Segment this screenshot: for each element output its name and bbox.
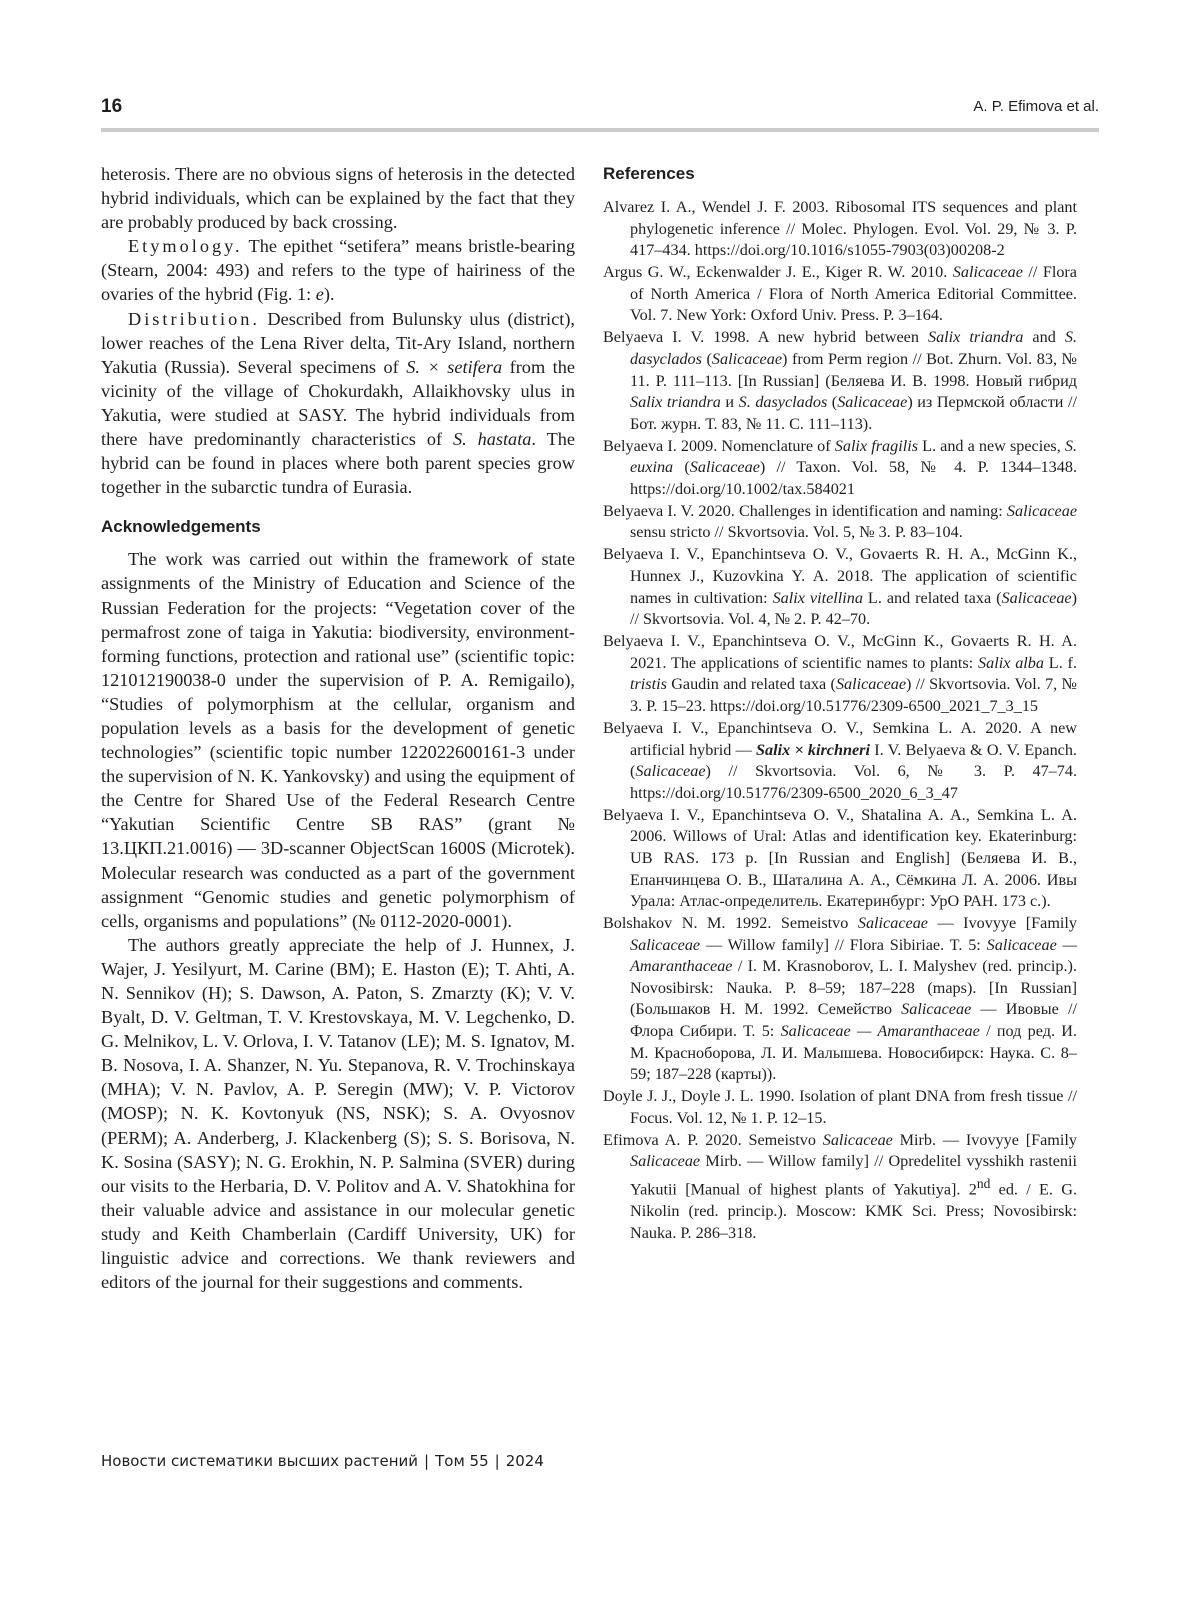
journal-year: 2024 <box>505 1452 544 1470</box>
paragraph-acknowledgements-thanks: The authors greatly appreciate the help of J. Hunnex, J. Wajer, J. Yesilyurt, M. Carine (BM); E. Haston (E); T. Ahti, A. N. Sennikov (H); S. Dawson, A. Paton, S. Zmarzty (K); V. V. Byalt, D. V. Geltman, T. V. Krestovskaya, M. V. Legchenko, D. G. Melnikov, L. V. Orlova, I. V. Tatanov (LE); M. S. Ignatov, M. B. Nosova, I. A. Shanzer, N. Yu. Stepanova, R. V. Trochinskaya (MHA); V. N. Pavlov, A. P. Seregin (MW); V. P. Victorov (MOSP); N. K. Kovtonyuk (NS, NSK); S. A. Ovyosnov (PERM); A. Anderberg, J. Klackenberg (S); S. S. Borisova, N. K. Sosina (SASY); N. G. Erokhin, N. P. Salmina (SVER) during our visits to the Herbaria, D. V. Politov and A. V. Shatokhina for their valuable advice and assistance in our molecular genetic study and Keith Chamberlain (Cardiff University, UK) for linguistic advice and corrections. We thank reviewers and editors of the journal for their suggestions and comments. <box>101 934 575 1293</box>
page-header <box>101 96 1099 122</box>
paragraph-acknowledgements-funding: The work was carried out within the framework of state assignments of the Ministry of Education and Science of the Russian Federation for the projects: “Vegetation cover of the permafrost zone of taiga in Yakutia: biodiversity, environment-forming functions, protection and rational use” (scientific topic: 121012190038-0 under the supervision of P. A. Remigailo), “Studies of polymorphism at the cellular, organism and population levels as a basis for the development of genetic technologies” (scientific topic number 122022600161-3 under the supervision of N. K. Yankovsky) and using the equipment of the Centre for Shared Use of the Federal Research Centre “Yakutian Scientific Centre SB RAS” (grant № 13.ЦКП.21.0016) — 3D-scanner ObjectScan 1600S (Microtek). Molecular research was conducted as a part of the government assignment “Genomic studies and genetic polymorphism of cells, organisms and populations” (№ 0112-2020-0001). <box>101 549 575 931</box>
paragraph-etymology: Etymology. The epithet “setifera” means bristle-bearing (Stearn, 2004: 493) and refers to the type of hairiness of the ovaries of the hybrid (Fig. 1: e). <box>101 236 575 305</box>
page-footer <box>101 1452 544 1470</box>
running-head: A. P. Efimova et al. <box>973 98 1099 115</box>
reference-item: Bolshakov N. M. 1992. Semeistvo Salicaceae — Ivovyye [Family Salicaceae — Willow family] // Flora Sibiriae. T. 5: Salicaceae — Amaranthaceae / I. M. Krasnoborov, L. I. Malyshev (red. princip.). Novosibirsk: Nauka. P. 8–59; 187–228 (maps). [In Russian] (Большаков Н. М. 1992. Семейство Salicaceae — Ивовые // Флора Сибири. Т. 5: Salicaceae — Amaranthaceae / под ред. И. М. Красноборова, Л. И. Малышева. Новосибирск: Наука. С. 8–59; 187–228 (карты)). <box>603 914 1078 1084</box>
acknowledgements-heading: Acknowledgements <box>101 517 261 537</box>
footer-separator: | <box>494 1452 500 1470</box>
paragraph-heterosis: heterosis. There are no obvious signs of heterosis in the detected hybrid individuals, which can be explained by the fact that they are probably produced by back crossing. <box>101 164 575 233</box>
reference-item: Belyaeva I. V., Epanchintseva O. V., Shatalina A. A., Semkina L. A. 2006. Willows of Ural: Atlas and identification key. Ekaterinburg: UB RAS. 173 p. [In Russian and English] (Беляева И. В., Епанчинцева О. В., Шаталина А. А., Сёмкина Л. А. 2006. Ивы Урала: Атлас-определитель. Екатеринбург: УрО РАН. 173 с.). <box>603 805 1077 911</box>
reference-item: Belyaeva I. V. 2020. Challenges in identification and naming: Salicaceae sensu stricto // Skvortsovia. Vol. 5, № 3. P. 83–104. <box>603 501 1077 542</box>
paragraph-distribution: Distribution. Described from Bulunsky ulus (district), lower reaches of the Lena River delta, Tit-Ary Island, northern Yakutia (Russia). Several specimens of S. × setifera from the vicinity of the village of Chokurdakh, Allaikhovsky ulus in Yakutia, were studied at SASY. The hybrid individuals from there have predominantly characteristics of S. hastata. The hybrid can be found in places where both parent species grow together in the subarctic tundra of Eurasia. <box>101 308 575 498</box>
reference-item: Alvarez I. A., Wendel J. F. 2003. Ribosomal ITS sequences and plant phylogenetic inference // Molec. Phylogen. Evol. Vol. 29, № 3. P. 417–434. https://doi.org/10.1016/s1055-7903(03)00208-2 <box>603 198 1077 260</box>
reference-item: Argus G. W., Eckenwalder J. E., Kiger R. W. 2010. Salicaceae // Flora of North America / Flora of North America Editorial Committee. Vol. 7. New York: Oxford Univ. Press. P. 3–164. <box>603 263 1077 325</box>
reference-item: Belyaeva I. V., Epanchintseva O. V., Govaerts R. H. A., McGinn K., Hunnex J., Kuzovkina Y. A. 2018. The application of scientific names in cultivation: Salix vitellina L. and related taxa (Salicaceae) // Skvortsovia. Vol. 4, № 2. P. 42–70. <box>603 545 1077 629</box>
left-column <box>101 162 575 1294</box>
references-heading: References <box>603 164 695 183</box>
distribution-label: Distribution. <box>128 308 260 329</box>
reference-item: Belyaeva I. V. 1998. A new hybrid between Salix triandra and S. dasyclados (Salicaceae) from Perm region // Bot. Zhurn. Vol. 83, № 11. P. 111–113. [In Russian] (Беляева И. В. 1998. Новый гибрид Salix triandra и S. dasyclados (Salicaceae) из Пермской области // Бот. журн. Т. 83, № 11. С. 111–113). <box>603 328 1078 433</box>
reference-item: Belyaeva I. V., Epanchintseva O. V., Semkina L. A. 2020. A new artificial hybrid — Salix × kirchneri I. V. Belyaeva & O. V. Epanch. (Salicaceae) // Skvortsovia. Vol. 6, № 3. P. 47–74. https://doi.org/10.51776/2309-6500_2020_6_3_47 <box>603 718 1077 802</box>
header-rule <box>101 128 1099 132</box>
reference-item: Efimova A. P. 2020. Semeistvo Salicaceae Mirb. — Ivovyye [Family Salicaceae Mirb. — Willow family] // Opredelitel vysshikh rastenii Yakutii [Manual of highest plants of Yakutiya]. 2nd ed. / E. G. Nikolin (red. princip.). Moscow: KMK Sci. Press; Novosibirsk: Nauka. P. 286–318. <box>603 1130 1077 1242</box>
right-column <box>603 162 1077 1245</box>
reference-item: Belyaeva I. 2009. Nomenclature of Salix fragilis L. and a new species, S. euxina (Salicaceae) // Taxon. Vol. 58, № 4. P. 1344–1348. https://doi.org/10.1002/tax.584021 <box>603 436 1078 498</box>
journal-name: Новости систематики высших растений <box>101 1452 419 1470</box>
reference-item: Belyaeva I. V., Epanchintseva O. V., McGinn K., Govaerts R. H. A. 2021. The applications of scientific names to plants: Salix alba L. f. tristis Gaudin and related taxa (Salicaceae) // Skvortsovia. Vol. 7, № 3. P. 15–23. https://doi.org/10.51776/2309-6500_2021_7_3_15 <box>603 632 1077 715</box>
reference-list <box>603 197 1077 1244</box>
page-number: 16 <box>101 96 123 117</box>
journal-volume: Том 55 <box>435 1452 489 1470</box>
reference-item: Doyle J. J., Doyle J. L. 1990. Isolation of plant DNA from fresh tissue // Focus. Vol. 12, № 1. P. 12–15. <box>603 1087 1077 1127</box>
footer-separator: | <box>424 1452 430 1470</box>
etymology-label: Etymology. <box>128 236 243 257</box>
